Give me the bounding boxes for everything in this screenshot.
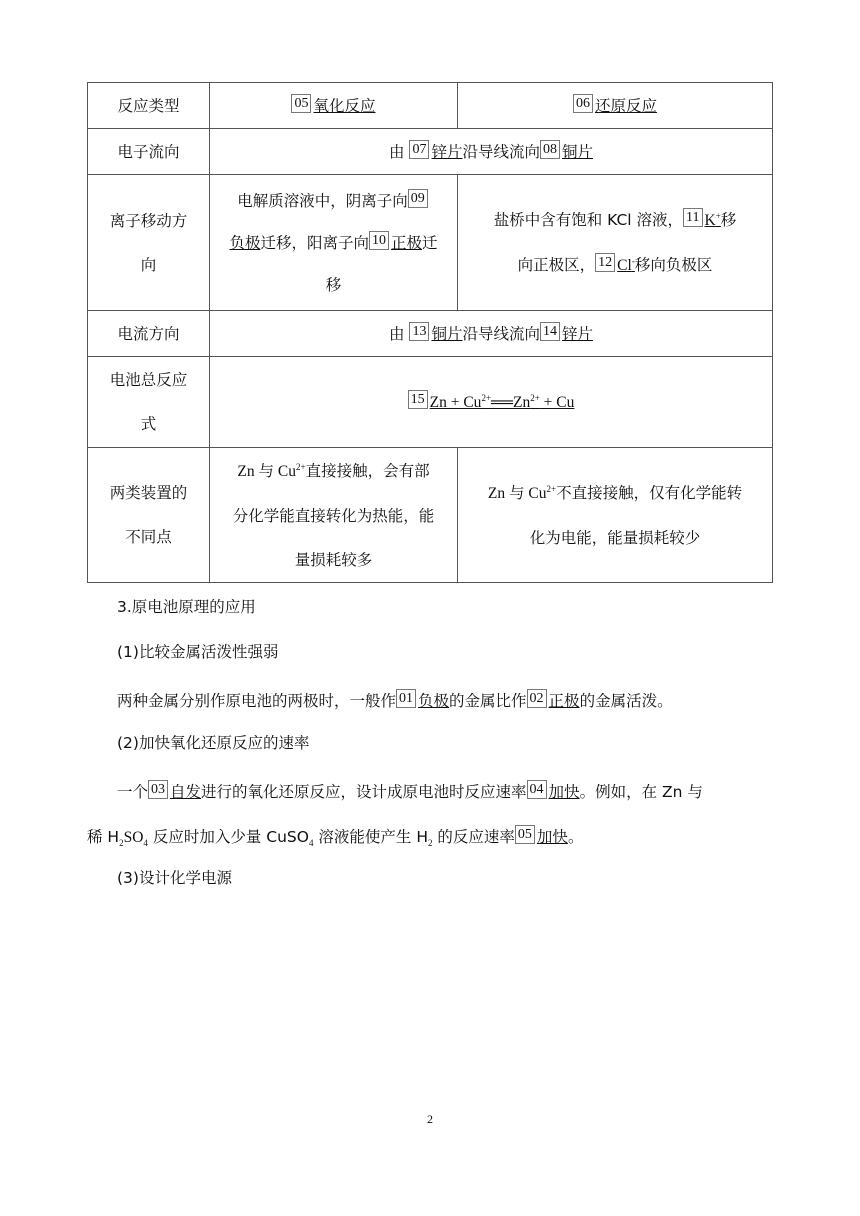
row-label: 反应类型	[88, 83, 210, 129]
blank-number: 03	[148, 780, 168, 799]
answer-text: 加快	[536, 828, 568, 846]
table-cell	[210, 357, 773, 448]
blank-number: 15	[408, 390, 428, 409]
table-cell	[458, 83, 773, 129]
cell-text: 沿导线流向	[462, 142, 540, 161]
answer-text: 加快	[548, 783, 580, 801]
label-line: 式	[140, 415, 157, 433]
blank-number: 09	[408, 189, 428, 208]
cell-text: 移	[325, 275, 342, 294]
answer-text: 锌片	[431, 142, 463, 161]
cell-text: 不直接接触，仅有化学能转	[556, 483, 743, 502]
section-heading: 3.原电池原理的应用	[117, 598, 256, 616]
table-row	[88, 83, 773, 129]
cell-text: 由	[389, 324, 405, 343]
table-cell	[210, 83, 458, 129]
blank-number: 10	[369, 231, 389, 250]
cell-text: 迁	[422, 233, 438, 252]
subsection-heading: (1)比较金属活泼性强弱	[117, 643, 279, 661]
table-cell	[458, 175, 773, 311]
cell-text: 由	[389, 142, 405, 161]
blank-number: 08	[540, 140, 560, 159]
cell-text: 迁移，阳离子向	[260, 233, 369, 252]
blank-number: 14	[540, 322, 560, 341]
cell-text: 沿导线流向	[462, 324, 540, 343]
label-line: 向	[140, 255, 157, 274]
label-line: 不同点	[125, 528, 172, 546]
answer-text: K+	[704, 210, 721, 229]
blank-number: 01	[396, 689, 416, 708]
blank-number: 04	[527, 780, 547, 799]
answer-text: 负极	[229, 233, 261, 252]
blank-number: 13	[409, 322, 429, 341]
reaction-equation: $Zn + Cu^{2+}══Zn^{2+} + Cu$	[429, 392, 575, 411]
subsection-heading: (3)设计化学电源	[117, 869, 232, 887]
blank-number: 02	[527, 689, 547, 708]
table-row	[88, 448, 773, 583]
blank-number: 06	[573, 94, 593, 113]
cell-text: 电解质溶液中，阴离子向	[237, 191, 408, 210]
answer-text: 负极	[418, 692, 450, 710]
comparison-table	[87, 82, 773, 583]
table-cell	[210, 129, 773, 175]
superscript: 2+	[295, 461, 306, 472]
label-line: 两类装置的	[109, 484, 188, 502]
cell-text: 量损耗较多	[294, 550, 373, 569]
cell-text: 移向负极区	[634, 255, 713, 274]
cell-text: Zn 与 Cu	[487, 484, 547, 502]
answer-text: 正极	[548, 692, 580, 710]
table-row	[88, 129, 773, 175]
table-cell	[458, 448, 773, 583]
answer-text: 还原反应	[594, 96, 657, 115]
cell-text: 分化学能直接转化为热能，能	[232, 506, 435, 525]
paragraph: 一个 03 自发进行的氧化还原反应，设计成原电池时反应速率 04 加快。例如，在 Zn 与	[117, 782, 703, 801]
table-row	[88, 357, 773, 448]
blank-number: 12	[595, 253, 615, 272]
answer-text: Cl-	[617, 255, 635, 274]
subsection-heading: (2)加快氧化还原反应的速率	[117, 734, 310, 752]
row-label	[88, 175, 210, 311]
answer-text: 锌片	[561, 324, 593, 343]
table-cell	[210, 311, 773, 357]
row-label	[88, 357, 210, 448]
cell-text: 直接接触，会有部	[305, 461, 430, 480]
blank-number: 07	[409, 140, 429, 159]
answer-text: 氧化反应	[313, 96, 376, 115]
table-cell	[210, 175, 458, 311]
cell-text: 向正极区，	[517, 255, 596, 274]
table-cell	[210, 448, 458, 583]
cell-text: Zn 与 Cu	[237, 462, 296, 480]
page-number: 2	[427, 1112, 433, 1126]
paragraph: 两种金属分别作原电池的两极时，一般作 01 负极的金属比作 02 正极的金属活泼。	[117, 691, 673, 710]
answer-text: 铜片	[561, 142, 593, 161]
table-row	[88, 311, 773, 357]
cell-text: 化为电能，能量损耗较少	[529, 528, 701, 547]
row-label	[88, 448, 210, 583]
answer-text: 铜片	[431, 324, 463, 343]
superscript: 2+	[546, 483, 557, 494]
label-line: 离子移动方	[109, 211, 188, 230]
answer-text: 自发	[170, 783, 202, 801]
blank-number: 05	[515, 825, 535, 844]
row-label: 电流方向	[88, 311, 210, 357]
table-row	[88, 175, 773, 311]
label-line: 电池总反应	[109, 371, 188, 389]
answer-text: 正极	[391, 233, 423, 252]
row-label: 电子流向	[88, 129, 210, 175]
cell-text: 盐桥中含有饱和 KCl 溶液，	[493, 210, 684, 229]
blank-number: 05	[291, 94, 311, 113]
paragraph: 稀 $H_2SO_4$ 反应时加入少量 CuSO$_4$ 溶液能使产生 $H_2$ 的反应速率 05 加快。	[87, 827, 584, 849]
blank-number: 11	[683, 208, 702, 227]
cell-text: 移	[720, 210, 737, 229]
